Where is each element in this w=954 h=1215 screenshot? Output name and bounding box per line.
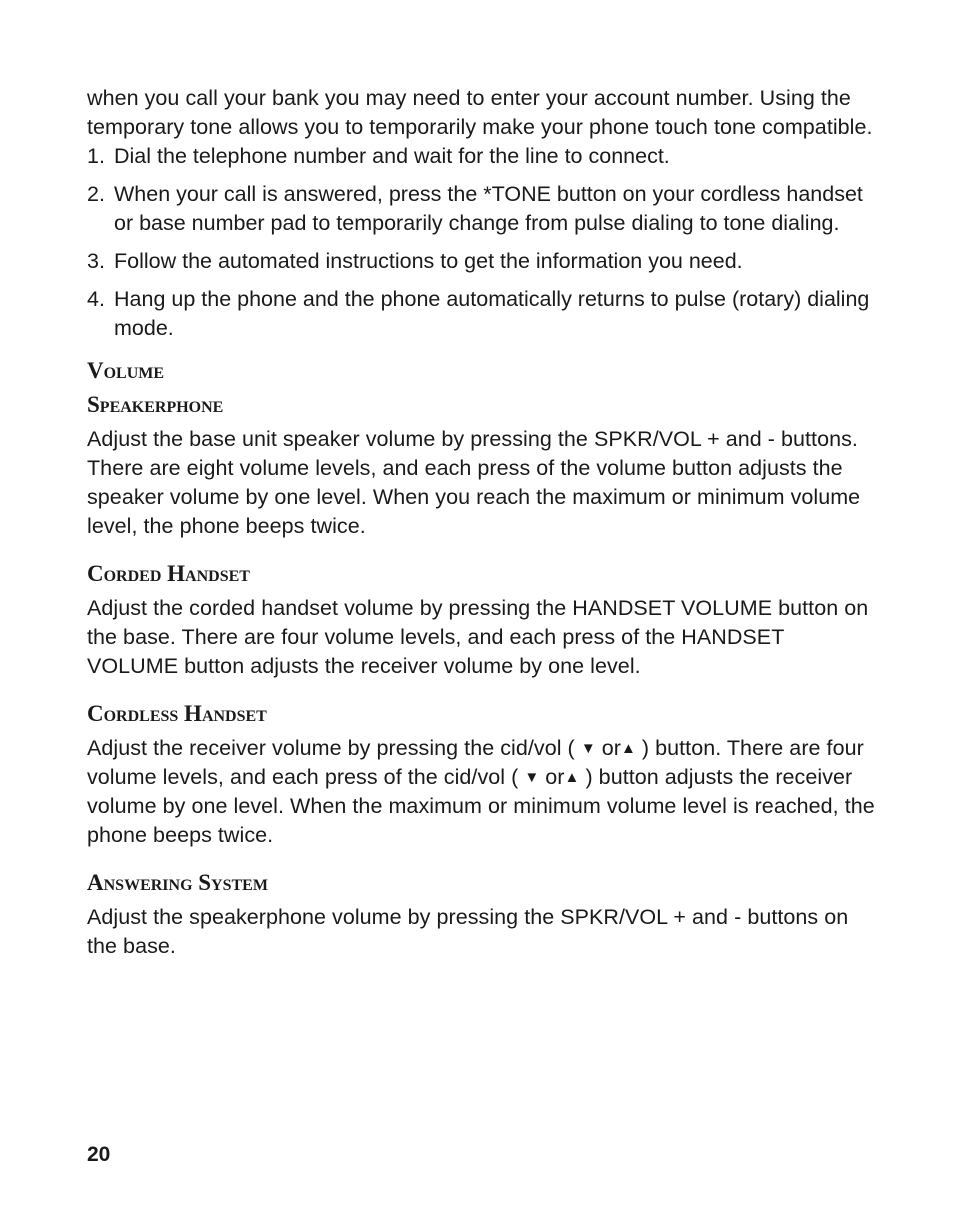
page-number: 20 xyxy=(87,1143,111,1166)
step-number: 1. xyxy=(87,144,105,168)
list-item xyxy=(87,180,877,238)
corded-handset-text: Adjust the corded handset volume by pressing the HANDSET VOLUME button on the base. There are four volume levels, and each press of the HANDSET VOLUME button adjusts the receiver volume by one level. xyxy=(87,596,869,678)
list-item xyxy=(87,285,877,343)
cordless-handset-text xyxy=(87,734,877,850)
up-arrow-icon: ▲ xyxy=(620,740,636,757)
step-number: 3. xyxy=(87,249,105,273)
cordless-handset-heading: Cordless Handset xyxy=(87,701,267,726)
step-number: 4. xyxy=(87,287,105,311)
cordless-text-part-1: Adjust the receiver volume by pressing the cid/vol ( xyxy=(87,736,575,760)
cordless-handset-section xyxy=(87,699,877,850)
section-title-volume: Volume xyxy=(87,358,165,383)
list-item xyxy=(87,247,877,276)
page-content xyxy=(87,84,877,979)
corded-handset-heading: Corded Handset xyxy=(87,561,250,586)
down-arrow-icon: ▼ xyxy=(580,740,596,757)
answering-system-section xyxy=(87,868,877,961)
tone-steps-list xyxy=(87,142,877,343)
speakerphone-heading: Speakerphone xyxy=(87,392,224,417)
answering-system-text: Adjust the speakerphone volume by pressing the SPKR/VOL + and - buttons on the base. xyxy=(87,905,849,958)
corded-handset-section xyxy=(87,559,877,681)
cordless-text-part-2: ) button. There are four volume levels, and each press of the cid/vol ( xyxy=(87,736,864,789)
intro-paragraph: when you call your bank you may need to enter your account number. Using the temporary tone allows you to temporarily make your phone touch tone compatible. xyxy=(87,86,873,139)
or-text: or xyxy=(545,765,565,789)
or-text: or xyxy=(601,736,621,760)
step-text: When your call is answered, press the *TONE button on your cordless handset or base number pad to temporarily change from pulse dialing to tone dialing. xyxy=(114,182,863,235)
speakerphone-text: Adjust the base unit speaker volume by pressing the SPKR/VOL + and - buttons. There are eight volume levels, and each press of the volume button adjusts the speaker volume by one level. When you reach the maximum or minimum volume level, the phone beeps twice. xyxy=(87,427,861,538)
speakerphone-section xyxy=(87,390,877,541)
step-text: Dial the telephone number and wait for the line to connect. xyxy=(114,144,670,168)
step-text: Hang up the phone and the phone automatically returns to pulse (rotary) dialing mode. xyxy=(114,287,870,340)
down-arrow-icon: ▼ xyxy=(524,769,540,786)
answering-system-heading: Answering System xyxy=(87,870,268,895)
step-text: Follow the automated instructions to get the information you need. xyxy=(114,249,743,273)
up-arrow-icon: ▲ xyxy=(564,769,580,786)
list-item xyxy=(87,142,877,171)
cordless-text-part-3: ) button adjusts the receiver volume by one level. When the maximum or minimum volume level is reached, the phone beeps twice. xyxy=(87,765,875,847)
step-number: 2. xyxy=(87,182,105,206)
